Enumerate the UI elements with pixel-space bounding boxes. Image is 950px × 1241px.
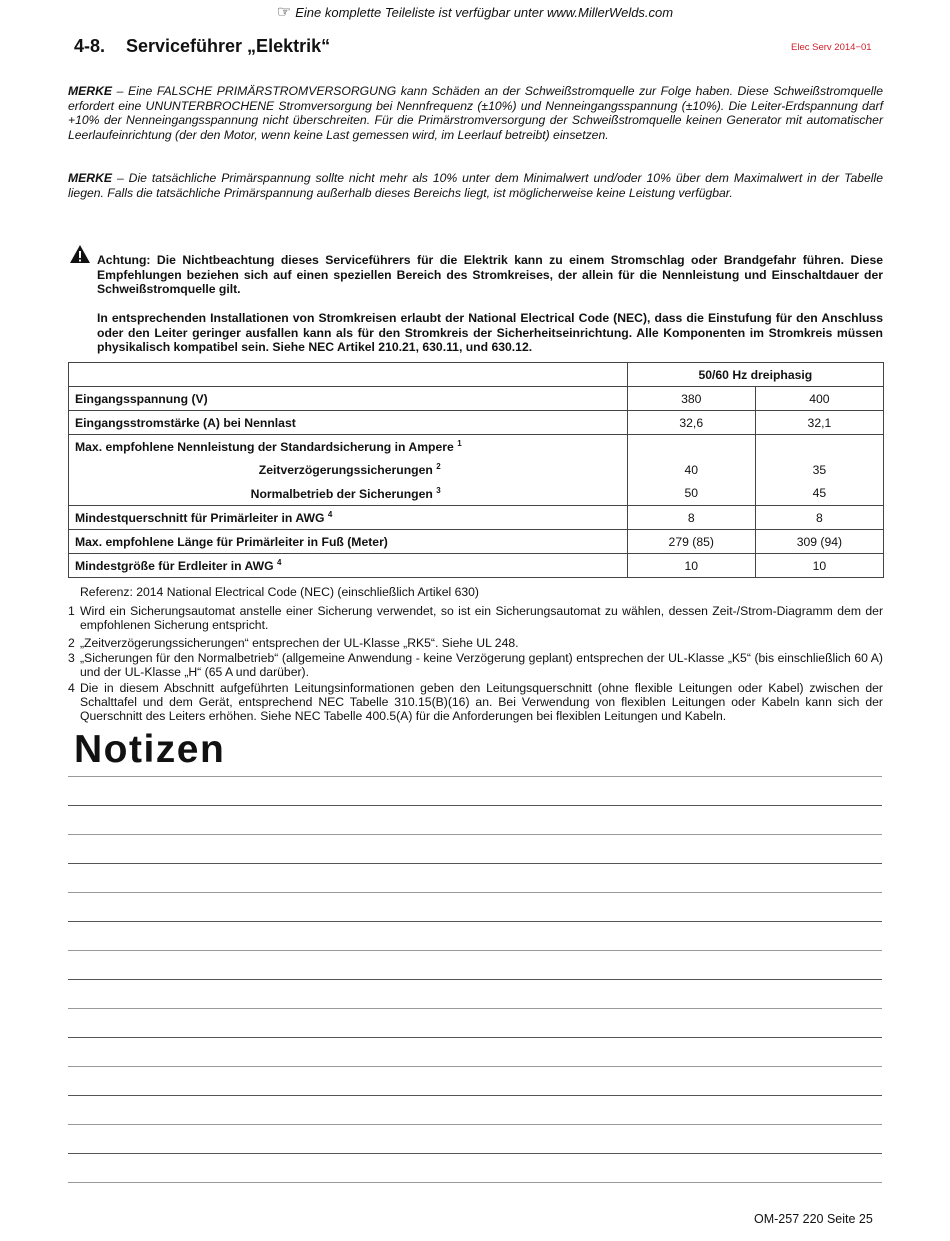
- row-label: Mindestgröße für Erdleiter in AWG $^4$: [69, 554, 628, 578]
- reference-note: Referenz: 2014 National Electrical Code (NEC) (einschließlich Artikel 630): [80, 585, 479, 599]
- note-line: [68, 1008, 882, 1009]
- warning-paragraph-1: Achtung: Die Nichtbeachtung dieses Serviceführers für die Elektrik kann zu einem Stromschlag oder Brandgefahr führen. Diese Empfehlungen beziehen sich auf einen speziellen Bereich des Stromkreises, der allein für die Nennleistung und Einschaltdauer der Schweißstromquelle gilt.: [97, 253, 883, 297]
- note-line: [68, 805, 882, 806]
- merke-label: MERKE: [68, 171, 113, 185]
- cell-380v: 40 50: [627, 435, 755, 506]
- table-header-row: [69, 363, 884, 387]
- cell-400v: 10: [755, 554, 883, 578]
- fuse-time-delay-label: Zeitverzögerungssicherungen $^2$: [258, 462, 441, 478]
- footnote-3: 3 „Sicherungen für den Normalbetrieb“ (allgemeine Anwendung - keine Verzögerung geplant) entsprechen der UL-Klasse „K5“ (bis einschließlich 60 A) und der UL-Klasse „H“ (65 A und darüber).: [68, 651, 883, 680]
- note-line: [68, 1037, 882, 1038]
- table-row: [69, 530, 884, 554]
- row-label: Max. empfohlene Länge für Primärleiter in Fuß (Meter): [69, 530, 628, 554]
- merke-note-2: [68, 171, 883, 200]
- table-row: [69, 554, 884, 578]
- cell-380v: 32,6: [627, 411, 755, 435]
- note-line: [68, 921, 882, 922]
- note-line: [68, 1095, 882, 1096]
- row-label: Mindestquerschnitt für Primärleiter in AWG $^4$: [69, 506, 628, 530]
- section-heading: [74, 36, 330, 57]
- note-line: [68, 979, 882, 980]
- top-note: [0, 2, 950, 22]
- note-line: [68, 1182, 882, 1183]
- warning-triangle-icon: [69, 244, 91, 264]
- table-row-fuse: [69, 435, 884, 506]
- footnote-4: 4 Die in diesem Abschnitt aufgeführten Leitungsinformationen geben den Leitungsquerschnitt (ohne flexible Leitungen oder Kabel) zwischen der Schalttafel und dem Gerät, entsprechend NEC Tabelle 310.15(B)(16) an. Bei Verwendung von flexiblen Leitungen oder Kabeln kann sich der Querschnitt des Leiters erhöhen. Siehe NEC Tabelle 400.5(A) für die Anforderungen bei flexiblen Leitungen und Kabeln.: [68, 681, 883, 724]
- note-line: [68, 1153, 882, 1154]
- merke-text: – Eine FALSCHE PRIMÄRSTROMVERSORGUNG kann Schäden an der Schweißstromquelle zur Folge haben. Diese Schweißstromquelle erfordert eine UNUNTERBROCHENE Stromversorgung bei Nennfrequenz (±10%) und Nenneingangsspannung (±10%). Die Leiter-Erdspannung darf +10% der Nenneingangsspannung nicht überschreiten. Für die Primärstromversorgung der Schweißstromquelle keinen Generator mit automatischer Leerlaufeinrichtung (der den Motor, wenn keine Last gemessen wird, im Leerlauf betreibt) einsetzen.: [68, 84, 883, 143]
- table-corner: [69, 363, 628, 387]
- fuse-normal-label: Normalbetrieb der Sicherungen $^3$: [250, 485, 441, 501]
- merke-note-1: [68, 84, 883, 143]
- cell-400v: 309 (94): [755, 530, 883, 554]
- note-line: [68, 834, 882, 835]
- merke-label: MERKE: [68, 84, 113, 98]
- cell-400v: 8: [755, 506, 883, 530]
- top-note-text: Eine komplette Teileliste ist verfügbar unter www.MillerWelds.com: [295, 5, 674, 20]
- fuse-label: Max. empfohlene Nennleistung der Standardsicherung in Ampere $^1$: [75, 439, 462, 455]
- row-label: Eingangsspannung (V): [69, 387, 628, 411]
- note-line: [68, 950, 882, 951]
- note-line: [68, 1066, 882, 1067]
- note-line: [68, 863, 882, 864]
- note-line: [68, 776, 882, 777]
- cell-400v: 35 45: [755, 435, 883, 506]
- section-title: Serviceführer „Elektrik“: [126, 36, 331, 56]
- cell-400v: 32,1: [755, 411, 883, 435]
- row-label: Eingangsstromstärke (A) bei Nennlast: [69, 411, 628, 435]
- section-code: Elec Serv 2014−01: [791, 42, 872, 53]
- cell-380v: 279 (85): [627, 530, 755, 554]
- merke-text: – Die tatsächliche Primärspannung sollte nicht mehr als 10% unter dem Minimalwert und/oder 10% über dem Maximalwert in der Tabelle liegen. Falls die tatsächliche Primärspannung außerhalb dieses Bereichs liegt, ist möglicherweise keine Leistung verfügbar.: [68, 171, 883, 200]
- footnote-1: 1 Wird ein Sicherungsautomat anstelle einer Sicherung verwendet, so ist ein Sicherungsautomat zu wählen, dessen Zeit-/Strom-Diagramm dem der empfohlenen Sicherung entspricht.: [68, 604, 883, 633]
- cell-400v: 400: [755, 387, 883, 411]
- table-row: [69, 387, 884, 411]
- note-line: [68, 892, 882, 893]
- cell-380v: 380: [627, 387, 755, 411]
- note-line: [68, 1124, 882, 1125]
- page-footer: OM-257 220 Seite 25: [754, 1212, 873, 1226]
- pointing-hand-icon: ☞: [276, 4, 292, 21]
- cell-380v: 10: [627, 554, 755, 578]
- table-row: [69, 506, 884, 530]
- cell-380v: 8: [627, 506, 755, 530]
- warning-paragraph-2: In entsprechenden Installationen von Stromkreisen erlaubt der National Electrical Code (NEC), dass die Einstufung für den Anschluss oder den Leiter geringer ausfallen kann als für den Stromkreis der Sicherheitseinrichtung. Alle Komponenten im Stromkreis müssen physikalisch kompatibel sein. Siehe NEC Artikel 210.21, 630.11, und 630.12.: [97, 311, 883, 355]
- electrical-service-table: [68, 362, 884, 578]
- fuse-label-cell: [69, 435, 628, 506]
- footnote-2: 2 „Zeitverzögerungssicherungen“ entsprechen der UL-Klasse „RK5“. Siehe UL 248.: [68, 636, 519, 650]
- section-number: 4-8.: [74, 36, 106, 56]
- table-row: [69, 411, 884, 435]
- notes-title: Notizen: [74, 728, 226, 771]
- table-header-frequency: 50/60 Hz dreiphasig: [627, 363, 883, 387]
